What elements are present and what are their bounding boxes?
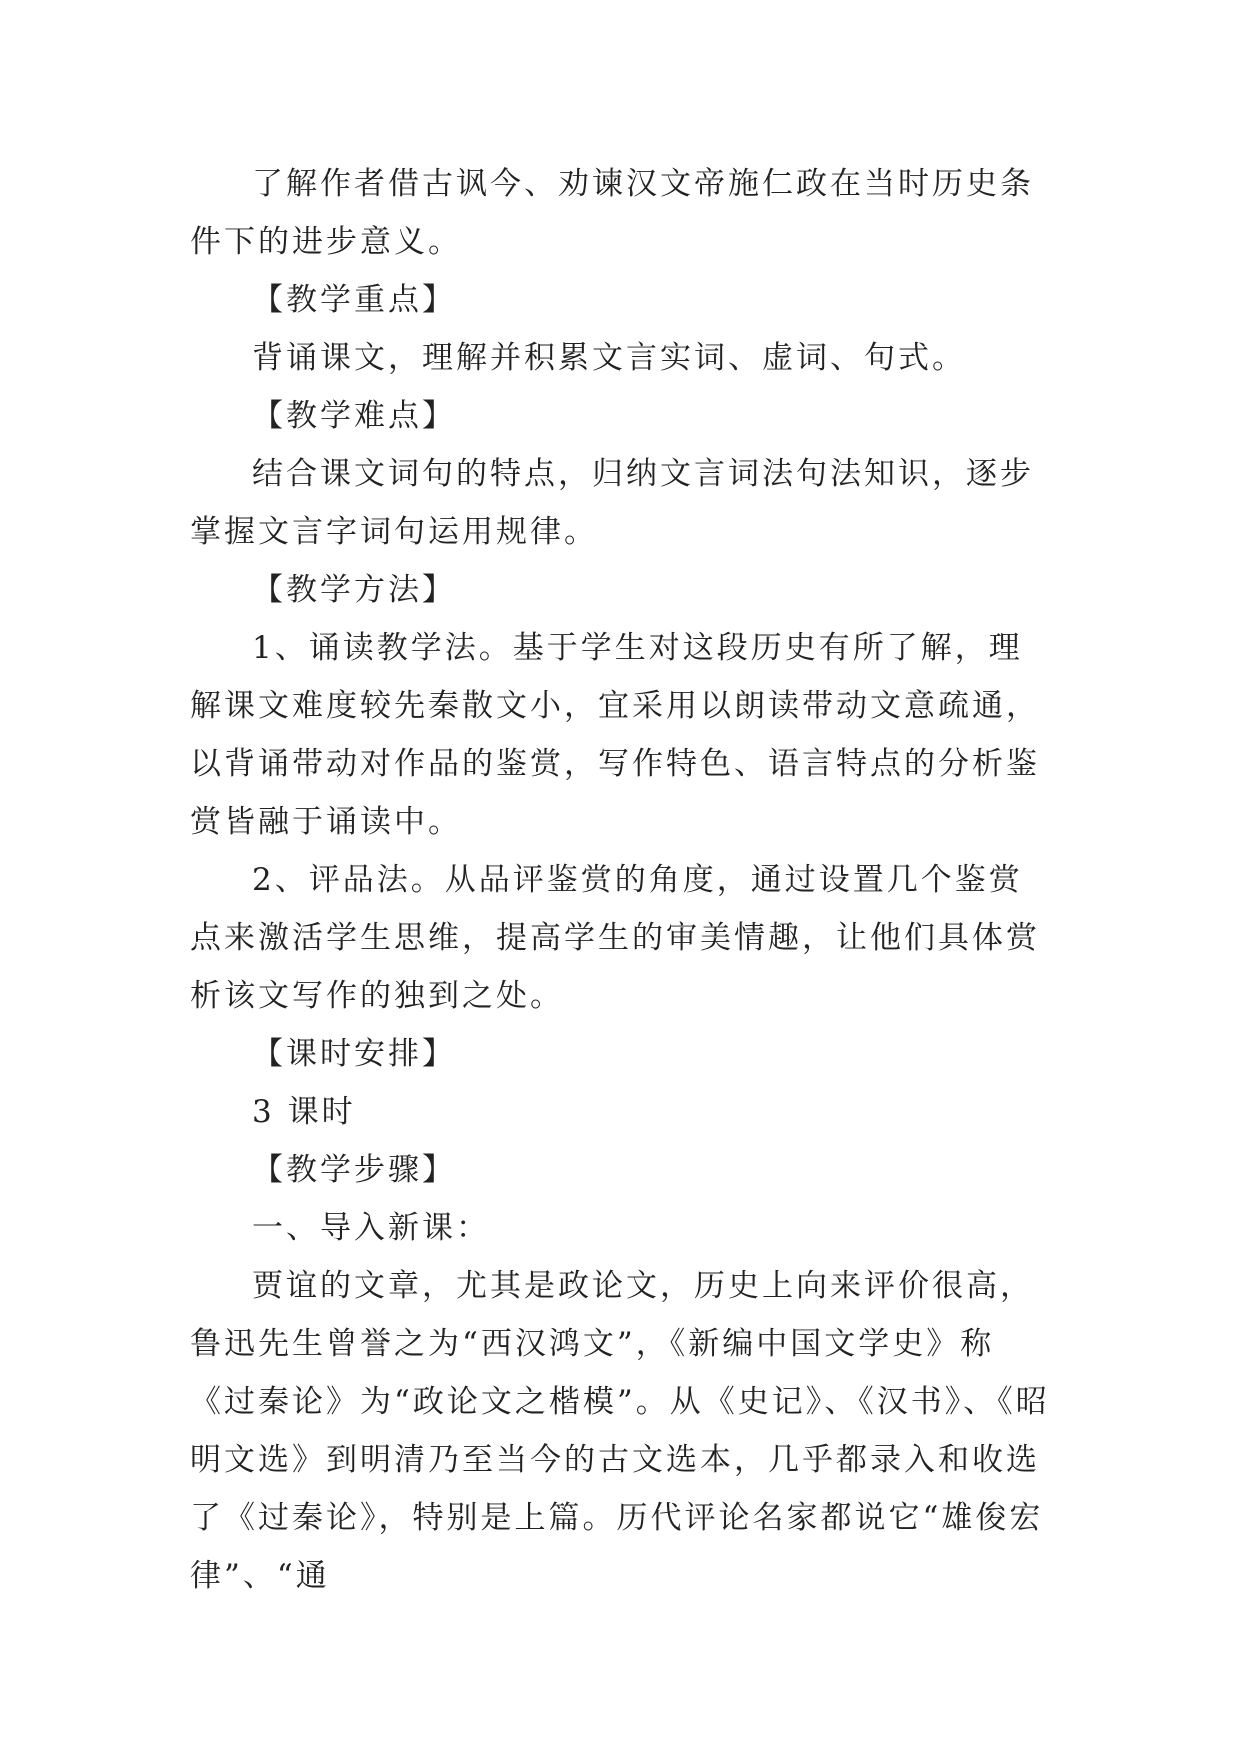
- paragraph-step-one-title: 一、导入新课：: [252, 1210, 490, 1246]
- paragraph-objective: 了解作者借古讽今、劝谏汉文帝施仁政在当时历史条件下的进步意义。: [190, 166, 1034, 260]
- paragraph-teaching-focus: 背诵课文，理解并积累文言实词、虚词、句式。: [252, 340, 966, 376]
- paragraph-method-appraisal: 2、评品法。从品评鉴赏的角度，通过设置几个鉴赏点来激活学生思维，提高学生的审美情趣，让他们具体赏析该文写作的独到之处。: [190, 862, 1040, 1014]
- heading-teaching-difficulty: 【教学难点】: [252, 398, 456, 434]
- heading-teaching-methods: 【教学方法】: [252, 572, 456, 608]
- document-body: [190, 155, 1050, 1605]
- paragraph-step-one-body: 贾谊的文章，尤其是政论文，历史上向来评价很高，鲁迅先生曾誉之为“西汉鸿文”，《新编中国文学史》称《过秦论》为“政论文之楷模”。从《史记》、《汉书》、《昭明文选》到明清乃至当今的古文选本，几乎都录入和收选了《过秦论》，特别是上篇。历代评论名家都说它“雄俊宏律”、“通: [190, 1268, 1050, 1594]
- heading-teaching-focus: 【教学重点】: [252, 282, 456, 318]
- paragraph-method-reading: 1、诵读教学法。基于学生对这段历史有所了解，理解课文难度较先秦散文小，宜采用以朗读带动文意疏通，以背诵带动对作品的鉴赏，写作特色、语言特点的分析鉴赏皆融于诵读中。: [190, 630, 1040, 840]
- paragraph-class-hours: 3 课时: [252, 1094, 356, 1130]
- heading-teaching-steps: 【教学步骤】: [252, 1152, 456, 1188]
- paragraph-teaching-difficulty: 结合课文词句的特点，归纳文言词法句法知识，逐步掌握文言字词句运用规律。: [190, 456, 1034, 550]
- heading-class-hours: 【课时安排】: [252, 1036, 456, 1072]
